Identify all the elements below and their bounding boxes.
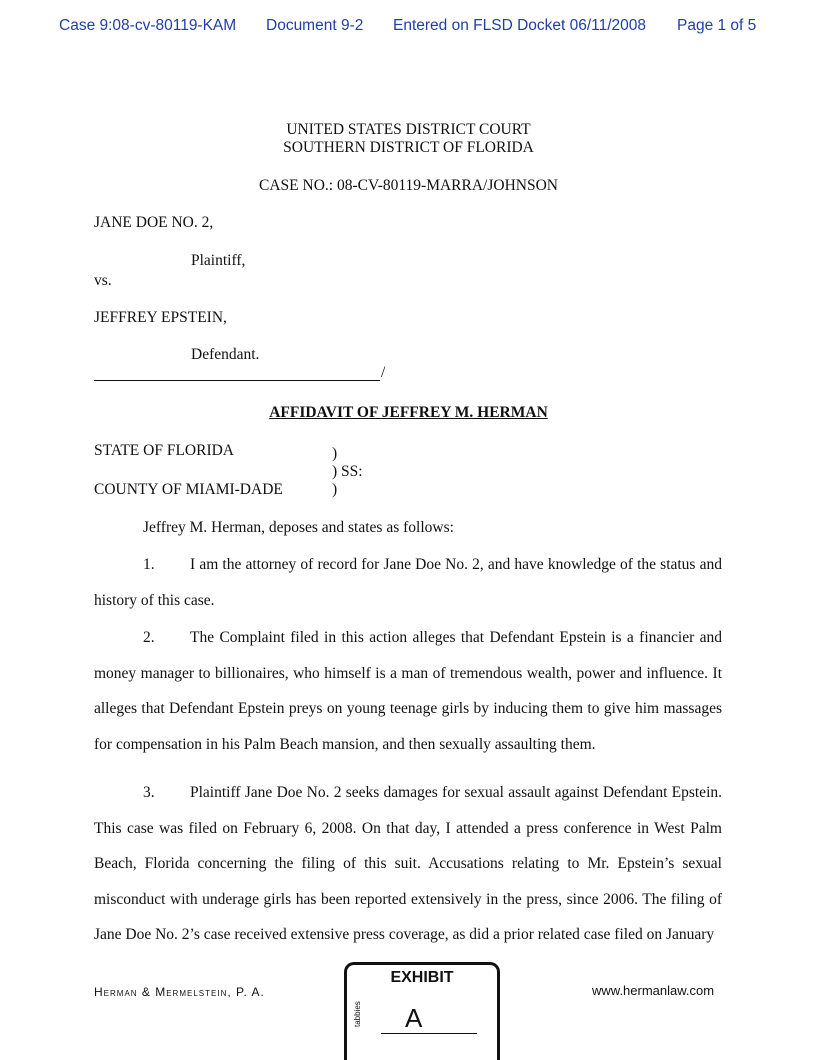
defendant-name: JEFFREY EPSTEIN, [94, 309, 227, 326]
venue-paren-1: ) [332, 445, 338, 462]
versus: vs. [94, 272, 112, 289]
venue-state: STATE OF FLORIDA [94, 442, 234, 459]
plaintiff-role: Plaintiff, [191, 252, 246, 269]
docket-case-number: Case 9:08-cv-80119-KAM [59, 17, 237, 34]
firm-name: Herman & Mermelstein, P. A. [94, 985, 265, 999]
case-number: CASE NO.: 08-CV-80119-MARRA/JOHNSON [259, 177, 558, 194]
paragraph-3 [94, 775, 722, 953]
court-district: SOUTHERN DISTRICT OF FLORIDA [283, 139, 534, 156]
paragraph-2-text: The Complaint filed in this action alleges that Defendant Epstein is a financier and money manager to billionaires, who himself is a man of tremendous wealth, power and influence. It alleges that Defendant Epstein preys on young teenage girls by inducing them to give him massages for compensation in his Palm Beach mansion, and then sexually assaulting them. [94, 629, 722, 753]
exhibit-stamp [344, 962, 500, 1060]
document-title: AFFIDAVIT OF JEFFREY M. HERMAN [269, 404, 548, 421]
paragraph-1-text: I am the attorney of record for Jane Doe No. 2, and have knowledge of the status and history of this case. [94, 556, 722, 609]
plaintiff-name: JANE DOE NO. 2, [94, 214, 214, 231]
venue-county: COUNTY OF MIAMI-DADE [94, 481, 283, 498]
paragraph-2 [94, 620, 722, 762]
paragraph-1 [94, 547, 722, 618]
defendant-role: Defendant. [191, 346, 260, 363]
paragraph-3-text: Plaintiff Jane Doe No. 2 seeks damages for sexual assault against Defendant Epstein. This case was filed on February 6, 2008. On that day, I attended a press conference in West Palm Beach, Florida concerning the filing of this suit. Accusations relating to Mr. Epstein’s sexual misconduct with underage girls has been reported extensively in the press, since 2006. The filing of Jane Doe No. 2’s case received extensive press coverage, as did a prior related case filed on January [94, 784, 722, 943]
exhibit-stamp-brand: tabbies [353, 1001, 362, 1027]
caption-rule [94, 380, 380, 381]
exhibit-underline [381, 1033, 477, 1034]
affidavit-intro: Jeffrey M. Herman, deposes and states as follows: [143, 519, 454, 536]
paragraph-1-number: 1. [143, 556, 155, 573]
firm-website: www.hermanlaw.com [592, 983, 715, 998]
court-name: UNITED STATES DISTRICT COURT [286, 121, 531, 138]
paragraph-3-number: 3. [143, 784, 155, 801]
docket-document-number: Document 9-2 [266, 17, 364, 34]
venue-ss: ) SS: [332, 463, 363, 480]
paragraph-2-number: 2. [143, 629, 155, 646]
docket-entered-date: Entered on FLSD Docket 06/11/2008 [393, 17, 647, 34]
venue-paren-2: ) [332, 481, 338, 498]
exhibit-letter: A [405, 1003, 423, 1033]
docket-page-number: Page 1 of 5 [677, 17, 757, 34]
exhibit-stamp-title: EXHIBIT [390, 969, 454, 986]
caption-slash: / [381, 364, 386, 381]
